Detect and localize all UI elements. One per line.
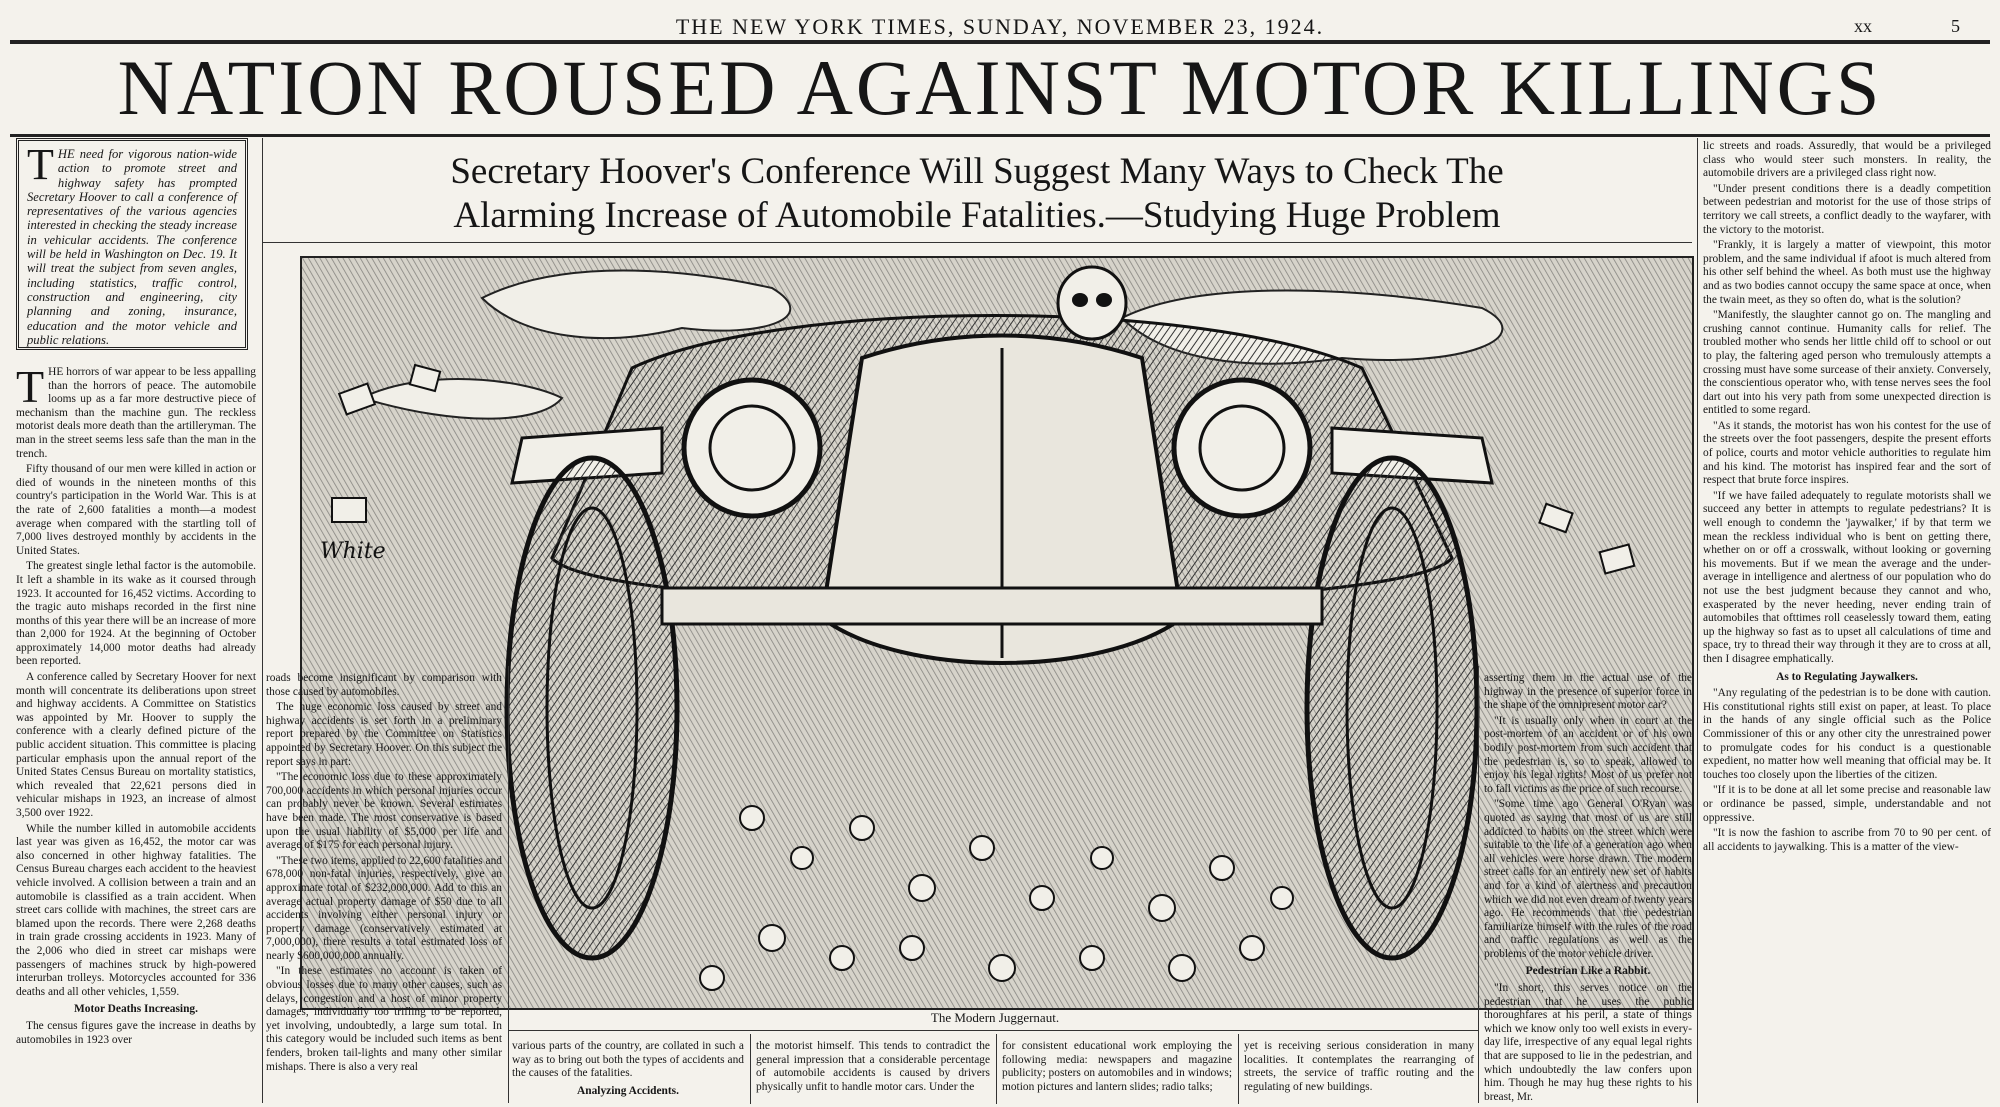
subhead-rule (262, 242, 1692, 243)
column-1-subhead: Motor Deaths Increasing. (74, 1003, 198, 1016)
box-note-text: HE need for vigorous nation-wide action to promote street and highway safety has prompted Secretary Hoover to call a conference of representatives of the various agencies interested in checking the steady increase in vehicular accidents. The conference will be held in Washington on Dec. 19. It will treat the subject from seven angles, including statistics, traffic control, construction and engineering, city planning and zoning, insurance, education and the motor vehicle and public relations. (27, 147, 237, 347)
bottom-strip-3: for consistent educational work employing the following media: newspapers and magazine publicity; posters on automobiles and in windows; motion pictures and lantern slides; radio talks; (1002, 1040, 1232, 1093)
column-rule-1 (262, 138, 263, 1103)
column-5-subhead: Pedestrian Like a Rabbit. (1525, 965, 1651, 978)
column-6-para-1: lic streets and roads. Assuredly, that would be a privileged class who would steer such monsters. In reality, the automobile drivers are a privileged class right now. (1703, 140, 1991, 180)
bottom-strip-subhead: Analyzing Accidents. (577, 1084, 679, 1097)
column-5-para-3: "Some time ago General O'Ryan was quoted as saying that most of us are still addicted to habits on the street which were suitable to the life of a generation ago when all vehicles were horse drawn. The modern street calls for an entirely new set of habits and for a kind of alertness and precaution which we did not even dream of twenty years ago. He recommends that the pedestrian familiarize himself with the rules of the road and traffic regulations as well as the problems of the motor vehicle driver. (1484, 798, 1692, 960)
column-rule-2 (508, 666, 509, 1103)
box-note (16, 138, 248, 350)
column-1-para-3: The greatest single lethal factor is the automobile. It left a shamble in its wake as it coursed through 1923. It accounted for 16,452 victims. According to the tragic auto mishaps recorded in the first nine months of this year there will be an increase of more than 2,000 for 1924. At the beginning of October approximately 14,000 motor deaths had already been reported. (16, 560, 256, 668)
bottom-strip-1-text: various parts of the country, are collated in such a way as to bring out both the types of accidents and the causes of the fatalities. (512, 1040, 744, 1080)
bottom-strip-rule (508, 1030, 1478, 1031)
column-1-tail: The census figures gave the increase in deaths by automobiles in 1923 over (16, 1019, 256, 1046)
column-2-para-2: The huge economic loss caused by street and highway accidents is set forth in a preliminary report prepared by the Committee on Statistics appointed by Secretary Hoover. On this subject the report says in part: (266, 701, 502, 768)
subheadline-line-1: Secretary Hoover's Conference Will Suggest Many Ways to Check The (450, 151, 1504, 192)
column-6-subhead: As to Regulating Jaywalkers. (1776, 670, 1918, 683)
subheadline (262, 150, 1692, 238)
masthead-title: THE NEW YORK TIMES, SUNDAY, NOVEMBER 23, 1924. (675, 14, 1325, 39)
column-6-tail-3: "It is now the fashion to ascribe from 70 to 90 per cent. of all accidents to jaywalking. This is a matter of the view- (1703, 827, 1991, 853)
masthead (10, 10, 1990, 44)
column-2-para-4: "These two items, applied to 22,600 fatalities and 678,000 non-fatal injuries, respectively, give an approximate total of $232,000,000. Add to this an average actual property damage of $50 due to all accidents involving either personal injury or property damage (conservatively estimated at 7,000,000), there results a total estimated loss of nearly $600,000,000 annually. (266, 854, 502, 962)
column-5-para-2: "It is usually only when in court at the post-mortem of an accident or of his own bodily post-mortem from such accident that the pedestrian is, so to speak, allowed to enjoy his legal rights! Most of us prefer not to fall victims as the price of such recourse. (1484, 714, 1692, 795)
column-1-para-5: While the number killed in automobile accidents last year was given as 16,452, the motor car was also concerned in other highway fatalities. The Census Bureau charges each accident to the heaviest vehicle involved. A collision between a train and an automobile is classified as a train accident. When street cars collide with machines, the street cars are blamed upon the records. There were 2,268 deaths in train grade crossing accidents in 1923. Many of the 2,006 who died in street car mishaps were passengers of machines struck by high-powered interurban trolleys. Motorcycles accounted for 336 deaths and all other vehicles, 1,559. (16, 822, 256, 998)
column-6-para-6: "If we have failed adequately to regulate motorists shall we succeed any better in attempts to regulate pedestrians? It is well enough to condemn the 'jaywalker,' if by that term we mean the reckless individual who is bent on getting there, whether on or off a crosswalk, without looking or governing his movements. But if we mean the average and the under-average in intelligence and alertness of our population who do not use the best judgment because they cannot and who, exasperated by the never heeding, never ending train of automobiles that ofttimes roll ceaselessly toward them, eating up the highway so fast as to upset all calculations of time and space, try to thread their way through it they are to cross at all, then I disagree emphatically. (1703, 489, 1991, 665)
masthead-page (1854, 16, 1960, 37)
bottom-strip-2: the motorist himself. This tends to contradict the general impression that a considerable percentage of automobile accidents is caused by drivers physically unfit to handle motor cars. Under the (756, 1040, 990, 1093)
column-5-para-1: asserting them in the actual use of the highway in the presence of superior force in the shape of the omnipresent motor car? (1484, 672, 1692, 712)
column-6-tail-2: "If it is to be done at all let some precise and reasonable law or ordinance be passed, simple, understandable and not oppressive. (1703, 784, 1991, 824)
column-6-para-4: "Manifestly, the slaughter cannot go on. The mangling and crushing cannot continue. Humanity calls for relief. The troubled mother who sends her little child off to school or out to play, the faltering aged person who tremulously attempts a crossing must have some surcease of their anxiety. Conversely, the conscientious operator who, with tense nerves sees the fool dart out into his very path from some unexpected direction is entitled to some regard. (1703, 309, 1991, 417)
column-2-para-3: "The economic loss due to these approximately 700,000 accidents in which personal injuries occur can probably never be known. Several estimates have been made. The most conservative is based upon the usual liability of $5,000 per life and average of $175 for each personal injury. (266, 771, 502, 852)
column-5-tail: "In short, this serves notice on the pedestrian that he uses the public thoroughfares at his peril, a state of things which we know only too well exists in every-day life, irrespective of any equal legal rights that are supposed to lie in the pedestrian, and which undoubtedly the law confers upon him. Though he may hug these rights to his breast, Mr. (1484, 982, 1692, 1103)
page-number: 5 (1951, 16, 1960, 36)
column-6-para-3: "Frankly, it is largely a matter of viewpoint, this motor problem, and the same individual if afoot is much altered from his other self behind the wheel. As both must use the highway and as two bodies cannot occupy the same space at once, when the twain meet, as they so often do, what is the solution? (1703, 239, 1991, 306)
section-number: xx (1854, 16, 1872, 36)
column-6-tail-1: "Any regulating of the pedestrian is to be done with caution. His constitutional rights still exist on paper, at least. To place in the hands of any single official such as the Police Commissioner of this or any other city the unrestrained power to promulgate codes for his conduct is a questionable expedient, no matter how well meaning that official may be. It touches too closely upon the liberties of the citizen. (1703, 687, 1991, 781)
subheadline-line-2: Alarming Increase of Automobile Fatalities.—Studying Huge Problem (453, 195, 1501, 236)
column-rule-5 (1478, 666, 1479, 1103)
illustration-caption: The Modern Juggernaut. (930, 1010, 1060, 1025)
column-1-para-2: Fifty thousand of our men were killed in action or died of wounds in the nineteen months of this country's participation in the World War. This is at the rate of 2,600 fatalities a month—a modest average when compared with the startling toll of 7,000 lives destroyed monthly by accidents in the United States. (16, 463, 256, 557)
column-6-para-2: "Under present conditions there is a deadly competition between pedestrian and motorist for the use of those strips of territory we call streets, a conflict deadly to the wayfarer, with the victory to the motorist. (1703, 182, 1991, 236)
column-2-para-5: "In these estimates no account is taken of obvious losses due to many other causes, such as delays, congestion and a host of minor property damages, individually too trifling to be reported, yet involving, undoubtedly, a large sum total. In this category would be included such items as bent fenders, broken tail-lights and many other similar mishaps. There is also a very real (266, 965, 502, 1073)
bottom-rule-1 (750, 1034, 751, 1104)
column-1 (16, 366, 256, 1101)
column-1-para-1: HE horrors of war appear to be less appalling than the horrors of peace. The automobile looms up as a far more destructive piece of mechanism than the machine gun. The reckless motorist deals more death than the artilleryman. The man in the street seems less safe than the man in the trench. (16, 366, 256, 460)
artist-signature: White (320, 539, 386, 564)
box-note-initial: T (27, 140, 54, 189)
bottom-strip-1 (512, 1040, 744, 1104)
column-1-initial: T (16, 366, 45, 412)
column-rule-6 (1697, 138, 1698, 1103)
column-6 (1703, 140, 1991, 1103)
bottom-rule-3 (1238, 1034, 1239, 1104)
column-5 (1484, 672, 1692, 1103)
column-2-para-1: roads become insignificant by comparison with those caused by automobiles. (266, 672, 502, 698)
column-1-para-4: A conference called by Secretary Hoover for next month will concentrate its deliberations upon street and highway accidents. A Committee on Statistics was appointed by Mr. Hoover to supply the conference with a clearly defined picture of the public accident situation. This committee is placing particular emphasis upon the annual report of the United States Census Bureau on mortality statistics, which revealed that 22,621 persons died in vehicular mishaps in 1923, an increase of almost 3,500 over 1922. (16, 671, 256, 819)
column-2 (266, 672, 502, 1103)
headline: NATION ROUSED AGAINST MOTOR KILLINGS (10, 44, 1990, 137)
bottom-rule-2 (996, 1034, 997, 1104)
bottom-strip-4: yet is receiving serious consideration in many localities. It contemplates the rearranging of streets, the service of traffic routing and the regulating of new buildings. (1244, 1040, 1474, 1093)
column-6-para-5: "As it stands, the motorist has won his contest for the use of the streets over the foot passengers, despite the present efforts of police, courts and motor vehicle authorities to regulate him and his kind. The motorist has inspired fear and the sort of respect that brute force inspires. (1703, 419, 1991, 487)
